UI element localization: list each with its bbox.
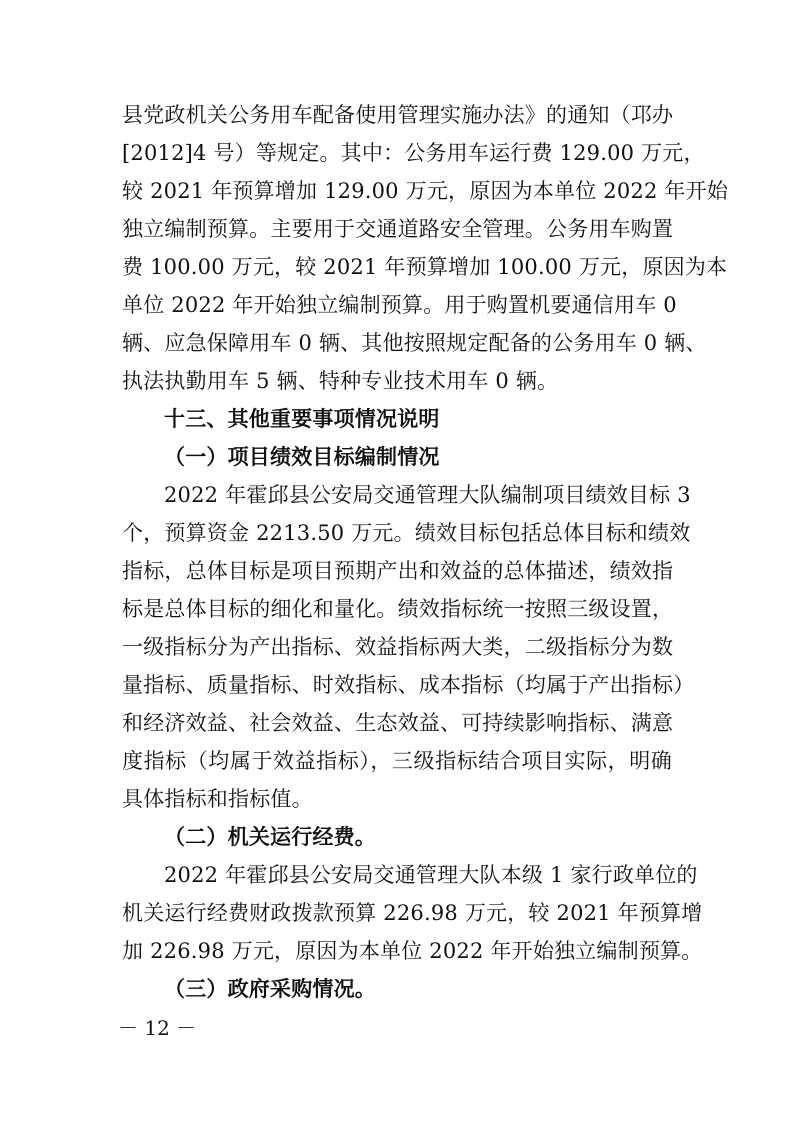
body-text-line: 具体指标和指标值。 [122,787,313,811]
body-text-line: 个，预算资金 2213.50 万元。绩效目标包括总体目标和绩效 [122,521,691,545]
subsection-heading: （二）机关运行经费。 [164,825,376,849]
body-text-line: 费 100.00 万元，较 2021 年预算增加 100.00 万元，原因为本 [122,255,728,279]
body-text-line: [2012]4 号）等规定。其中：公务用车运行费 129.00 万元， [122,141,705,165]
subsection-heading: （三）政府采购情况。 [164,977,376,1001]
body-text-line: 执法执勤用车 5 辆、特种专业技术用车 0 辆。 [122,369,559,393]
body-text-line: 机关运行经费财政拨款预算 226.98 万元，较 2021 年预算增 [122,901,703,925]
body-text-line: 量指标、质量指标、时效指标、成本指标（均属于产出指标） [122,673,695,697]
body-text-line: 独立编制预算。主要用于交通道路安全管理。公务用车购置 [122,217,674,241]
body-text-line: 一级指标分为产出指标、效益指标两大类，二级指标分为数 [122,635,674,659]
body-text-line: 辆、应急保障用车 0 辆、其他按照规定配备的公务用车 0 辆、 [122,331,707,355]
body-text-line: 指标，总体目标是项目预期产出和效益的总体描述，绩效指 [122,559,674,583]
body-text-line: 加 226.98 万元，原因为本单位 2022 年开始独立编制预算。 [122,939,703,963]
body-text-line: 县党政机关公务用车配备使用管理实施办法》的通知（邛办 [122,103,674,127]
body-text-line: 标是总体目标的细化和量化。绩效指标统一按照三级设置， [122,597,674,621]
page-number: － 12 － [118,1016,197,1040]
subsection-heading: （一）项目绩效目标编制情况 [164,445,440,469]
body-text-line: 较 2021 年预算增加 129.00 万元，原因为本单位 2022 年开始 [122,179,729,203]
section-heading: 十三、其他重要事项情况说明 [164,407,440,431]
body-text-line: 单位 2022 年开始独立编制预算。用于购置机要通信用车 0 [122,293,677,317]
body-text-line: 2022 年霍邱县公安局交通管理大队编制项目绩效目标 3 [164,483,691,507]
body-text-line: 2022 年霍邱县公安局交通管理大队本级 1 家行政单位的 [164,863,698,887]
body-text-line: 和经济效益、社会效益、生态效益、可持续影响指标、满意 [122,711,674,735]
body-text-line: 度指标（均属于效益指标），三级指标结合项目实际，明确 [122,749,672,773]
